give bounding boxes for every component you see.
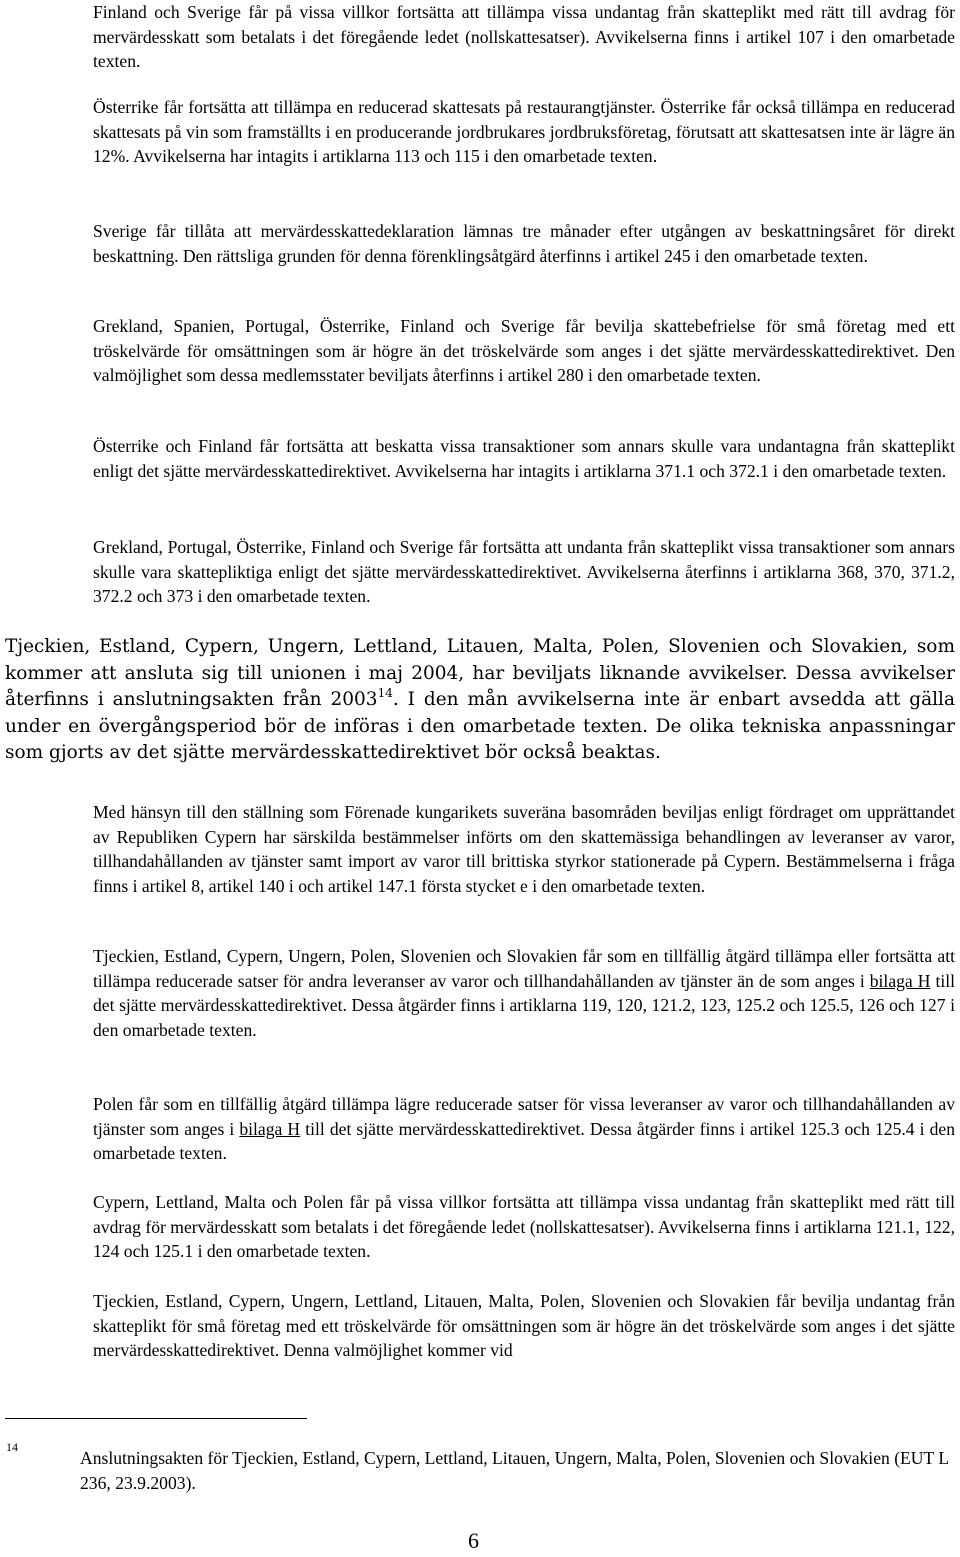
paragraph-uk-sovereign-base-areas: Med hänsyn till den ställning som Förenade kungarikets suveräna basområden beviljas enligt fördraget om upprättandet av Republiken Cypern har särskilda bestämmelser införts om den skattemässiga behandlingen av leveranser av varor, tillhandahållanden av tjänster samt import av varor till brittiska styrkor stationerade på Cypern. Bestämmelserna i fråga finns i artikel 8, artikel 140 i och artikel 147.1 första stycket e i den omarbetade texten. — [93, 802, 955, 896]
paragraph-small-business-exemption: Grekland, Spanien, Portugal, Österrike, Finland och Sverige får bevilja skattebefrielse för små företag med ett tröskelvärde för omsättningen som är högre än det tröskelvärde som anges i det sjätte mervärdesskattedirektivet. Den valmöjlighet som dessa medlemsstater beviljats återfinns i artikel 280 i den omarbetade texten. — [93, 316, 955, 386]
annex-h-link[interactable]: bilaga H — [239, 1118, 301, 1139]
main-paragraph-accession-states — [5, 634, 955, 767]
paragraph-finland-sweden-zero-rates: Finland och Sverige får på vissa villkor fortsätta att tillämpa vissa undantag från skatteplikt med rätt till avdrag för mervärdesskatt som betalats i det föregående ledet (nollskattesatser). Avvikelserna finns i artikel 107 i den omarbetade texten. — [93, 2, 955, 72]
paragraph-temporary-reduced-rates — [93, 944, 955, 1042]
main-text-part-b: . I den mån avvikelserna inte är enbart avsedda att gälla under en övergångsperiod bör de införas i den omarbetade texten. De olika tekniska anpassningar som gjorts av det sjätte mervärdesskattedirektivet bör också beaktas. — [5, 689, 955, 764]
paragraph-austria-finland-taxation: Österrike och Finland får fortsätta att beskatta vissa transaktioner som annars skulle vara undantagna från skatteplikt enligt det sjätte mervärdesskattedirektivet. Avvikelserna har intagits i artiklarna 371.1 och 372.1 i den omarbetade texten. — [93, 436, 955, 481]
footnote-reference[interactable]: 14 — [377, 686, 393, 701]
paragraph-zero-rates-accession: Cypern, Lettland, Malta och Polen får på vissa villkor fortsätta att tillämpa vissa undantag från skatteplikt med rätt till avdrag för mervärdesskatt som betalats i det föregående ledet (nollskattesatser). Avvikelserna finns i artiklarna 121.1, 122, 124 och 125.1 i den omarbetade texten. — [93, 1192, 955, 1262]
text: till det sjätte mervärdesskattedirektivet. Dessa åtgärder finns i artikel 125.3 och 125.4 i den omarbetade texten. — [93, 1118, 956, 1164]
paragraph-poland-lower-rates — [93, 1092, 955, 1166]
page-number: 6 — [468, 1528, 479, 1553]
footnote-number: 14 — [6, 1440, 18, 1454]
footnote-divider — [5, 1418, 307, 1419]
text: Tjeckien, Estland, Cypern, Ungern, Polen, Slovenien och Slovakien får som en tillfällig åtgärd tillämpa eller fortsätta att tillämpa reducerade satser för andra leveranser av varor och tillhandahållanden av tjänster än de som anges i — [93, 946, 955, 991]
paragraph-small-business-accession: Tjeckien, Estland, Cypern, Ungern, Lettland, Litauen, Malta, Polen, Slovenien och Slovakien får bevilja undantag från skatteplikt för små företag med ett tröskelvärde för omsättningen som är högre än det tröskelvärde som anges i det sjätte mervärdesskattedirektivet. Denna valmöjlighet kommer vid — [93, 1291, 955, 1361]
paragraph-austria-reduced-rates: Österrike får fortsätta att tillämpa en reducerad skattesats på restaurangtjänster. Österrike får också tillämpa en reducerad skattesats på vin som framställts i en producerande jordbrukares jordbruksföretag, förutsatt att skattesatsen inte är lägre än 12%. Avvikelserna har intagits i artiklarna 113 och 115 i den omarbetade texten. — [93, 97, 955, 167]
text: till det sjätte mervärdesskattedirektivet. Dessa åtgärder finns i artiklarna 119, 120, 121.2, 123, 125.2 och 125.5, 126 och 127 i den omarbetade texten. — [93, 970, 956, 1040]
text: Polen får som en tillfällig åtgärd tillämpa lägre reducerade satser för vissa leveranser av varor och tillhandahållanden av tjänster som anges i — [93, 1094, 955, 1139]
footnote-text: Anslutningsakten för Tjeckien, Estland, Cypern, Lettland, Litauen, Ungern, Malta, Polen, Slovenien och Slovakien (EUT L 236, 23.9.2003). — [80, 1448, 949, 1493]
annex-h-link[interactable]: bilaga H — [869, 970, 931, 991]
main-text-part-a: Tjeckien, Estland, Cypern, Ungern, Lettland, Litauen, Malta, Polen, Slovenien och Slovakien, som kommer att ansluta sig till unionen i maj 2004, har beviljats liknande avvikelser. Dessa avvikelser återfinns i anslutningsakten från 2003 — [5, 636, 955, 711]
paragraph-exemptions-368-373: Grekland, Portugal, Österrike, Finland och Sverige får fortsätta att undanta från skatteplikt vissa transaktioner som annars skulle vara skattepliktiga enligt det sjätte mervärdesskattedirektivet. Avvikelserna återfinns i artiklarna 368, 370, 371.2, 372.2 och 373 i den omarbetade texten. — [93, 537, 955, 607]
paragraph-sweden-declaration: Sverige får tillåta att mervärdesskattedeklaration lämnas tre månader efter utgången av beskattningsåret för direkt beskattning. Den rättsliga grunden för denna förenklingsåtgärd återfinns i artikel 245 i den omarbetade texten. — [93, 221, 955, 266]
